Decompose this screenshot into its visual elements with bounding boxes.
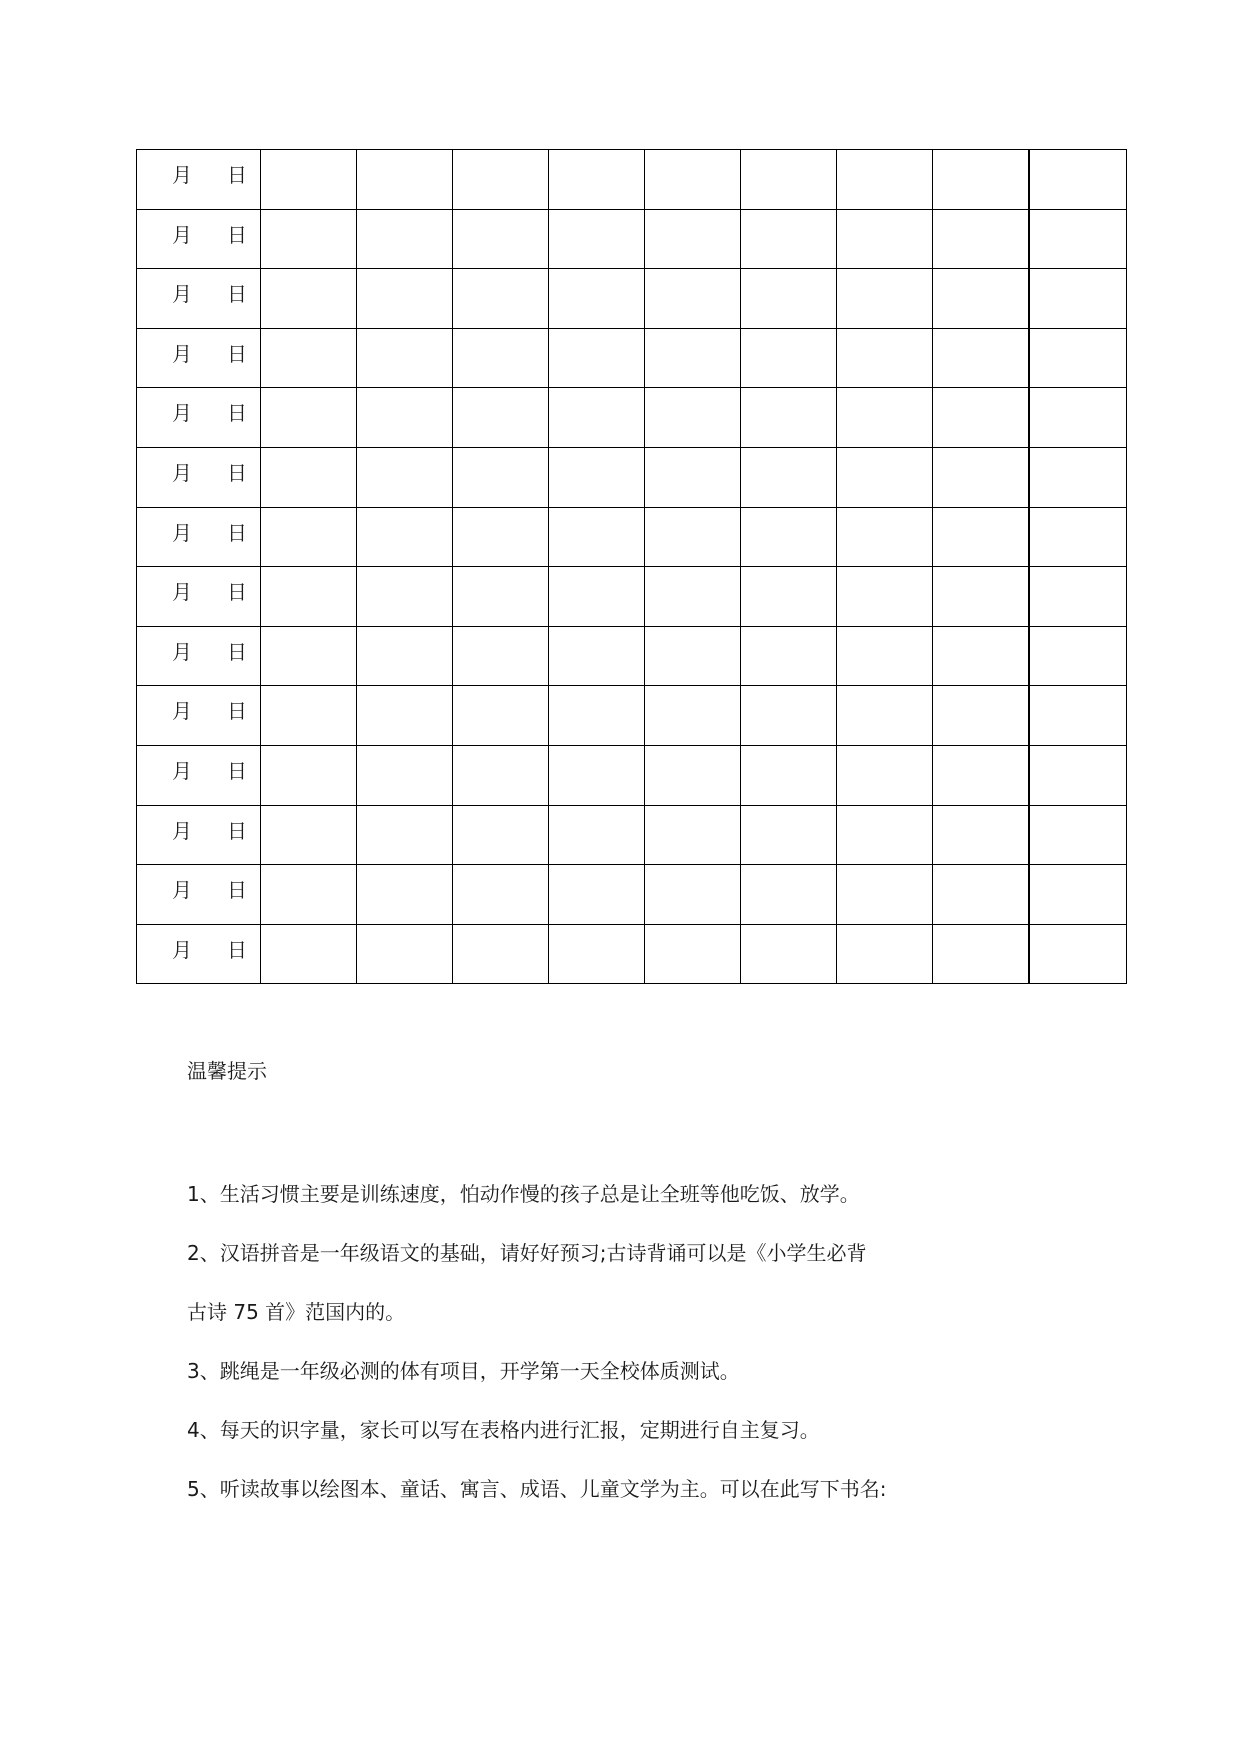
entry-cell[interactable] (741, 269, 837, 329)
entry-cell[interactable] (837, 626, 933, 686)
entry-cell[interactable] (645, 388, 741, 448)
entry-cell[interactable] (1029, 686, 1127, 746)
entry-cell[interactable] (549, 209, 645, 269)
entry-cell[interactable] (645, 507, 741, 567)
entry-cell[interactable] (357, 269, 453, 329)
date-cell (137, 150, 261, 210)
entry-cell[interactable] (933, 865, 1029, 925)
day-label: 日 (227, 878, 247, 903)
entry-cell[interactable] (837, 388, 933, 448)
entry-cell[interactable] (549, 865, 645, 925)
entry-cell[interactable] (453, 924, 549, 984)
entry-cell[interactable] (837, 328, 933, 388)
entry-cell[interactable] (837, 745, 933, 805)
month-label: 月 (172, 222, 192, 247)
entry-cell[interactable] (837, 269, 933, 329)
entry-cell[interactable] (1029, 865, 1127, 925)
entry-cell[interactable] (645, 686, 741, 746)
entry-cell[interactable] (357, 626, 453, 686)
date-cell (137, 447, 261, 507)
entry-cell[interactable] (261, 388, 357, 448)
entry-cell[interactable] (453, 150, 549, 210)
entry-cell[interactable] (741, 626, 837, 686)
entry-cell[interactable] (549, 686, 645, 746)
tip-line: 4、每天的识字量，家长可以写在表格内进行汇报，定期进行自主复习。 (187, 1418, 820, 1442)
entry-cell[interactable] (549, 805, 645, 865)
entry-cell[interactable] (933, 447, 1029, 507)
entry-cell[interactable] (453, 686, 549, 746)
entry-cell[interactable] (741, 447, 837, 507)
entry-cell[interactable] (453, 745, 549, 805)
date-cell (137, 269, 261, 329)
entry-cell[interactable] (453, 567, 549, 627)
record-row (137, 626, 1127, 686)
entry-cell[interactable] (933, 805, 1029, 865)
tip-line: 2、汉语拼音是一年级语文的基础，请好好预习;古诗背诵可以是《小学生必背 (187, 1241, 867, 1265)
entry-cell[interactable] (741, 209, 837, 269)
entry-cell[interactable] (837, 507, 933, 567)
entry-cell[interactable] (741, 567, 837, 627)
month-label: 月 (172, 520, 192, 545)
entry-cell[interactable] (741, 865, 837, 925)
entry-cell[interactable] (741, 388, 837, 448)
entry-cell[interactable] (357, 447, 453, 507)
month-label: 月 (172, 878, 192, 903)
entry-cell[interactable] (1029, 507, 1127, 567)
entry-cell[interactable] (1029, 745, 1127, 805)
entry-cell[interactable] (549, 328, 645, 388)
entry-cell[interactable] (741, 686, 837, 746)
entry-cell[interactable] (453, 447, 549, 507)
day-label: 日 (227, 937, 247, 962)
entry-cell[interactable] (549, 447, 645, 507)
entry-cell[interactable] (261, 447, 357, 507)
record-row (137, 567, 1127, 627)
month-label: 月 (172, 580, 192, 605)
daily-record-table (136, 149, 1127, 984)
entry-cell[interactable] (741, 328, 837, 388)
entry-cell[interactable] (645, 328, 741, 388)
entry-cell[interactable] (933, 745, 1029, 805)
entry-cell[interactable] (549, 626, 645, 686)
day-label: 日 (227, 163, 247, 187)
entry-cell[interactable] (645, 924, 741, 984)
entry-cell[interactable] (837, 150, 933, 210)
entry-cell[interactable] (837, 805, 933, 865)
entry-cell[interactable] (1029, 269, 1127, 329)
entry-cell[interactable] (741, 805, 837, 865)
entry-cell[interactable] (837, 686, 933, 746)
tip-line: 3、跳绳是一年级必测的体有项目，开学第一天全校体质测试。 (187, 1359, 740, 1383)
entry-cell[interactable] (357, 686, 453, 746)
entry-cell[interactable] (645, 865, 741, 925)
day-label: 日 (227, 699, 247, 724)
entry-cell[interactable] (357, 328, 453, 388)
month-label: 月 (172, 282, 192, 307)
entry-cell[interactable] (741, 150, 837, 210)
entry-cell[interactable] (933, 269, 1029, 329)
tip-line: 古诗 75 首》范国内的。 (187, 1300, 406, 1324)
entry-cell[interactable] (261, 805, 357, 865)
day-label: 日 (227, 520, 247, 545)
month-label: 月 (172, 401, 192, 426)
entry-cell[interactable] (645, 805, 741, 865)
day-label: 日 (227, 222, 247, 247)
entry-cell[interactable] (549, 924, 645, 984)
entry-cell[interactable] (933, 924, 1029, 984)
entry-cell[interactable] (933, 507, 1029, 567)
month-label: 月 (172, 699, 192, 724)
day-label: 日 (227, 639, 247, 664)
entry-cell[interactable] (453, 328, 549, 388)
entry-cell[interactable] (453, 626, 549, 686)
record-row (137, 865, 1127, 925)
entry-cell[interactable] (549, 507, 645, 567)
date-cell (137, 745, 261, 805)
entry-cell[interactable] (357, 150, 453, 210)
month-label: 月 (172, 818, 192, 843)
entry-cell[interactable] (357, 924, 453, 984)
tip-line: 1、生活习惯主要是训练速度，怕动作慢的孩子总是让全班等他吃饭、放学。 (187, 1182, 860, 1206)
entry-cell[interactable] (1029, 328, 1127, 388)
entry-cell[interactable] (453, 865, 549, 925)
entry-cell[interactable] (645, 209, 741, 269)
entry-cell[interactable] (933, 209, 1029, 269)
entry-cell[interactable] (261, 686, 357, 746)
month-label: 月 (172, 639, 192, 664)
entry-cell[interactable] (357, 209, 453, 269)
entry-cell[interactable] (261, 150, 357, 210)
entry-cell[interactable] (741, 745, 837, 805)
entry-cell[interactable] (933, 150, 1029, 210)
record-row (137, 924, 1127, 984)
day-label: 日 (227, 401, 247, 426)
day-label: 日 (227, 341, 247, 366)
entry-cell[interactable] (645, 447, 741, 507)
entry-cell[interactable] (741, 507, 837, 567)
entry-cell[interactable] (1029, 388, 1127, 448)
entry-cell[interactable] (645, 745, 741, 805)
day-label: 日 (227, 580, 247, 605)
entry-cell[interactable] (357, 567, 453, 627)
entry-cell[interactable] (1029, 150, 1127, 210)
record-row (137, 269, 1127, 329)
record-table-body (137, 150, 1127, 984)
entry-cell[interactable] (549, 567, 645, 627)
month-label: 月 (172, 460, 192, 485)
record-row (137, 150, 1127, 210)
tip-line: 5、听读故事以绘图本、童话、寓言、成语、儿童文学为主。可以在此写下书名: (187, 1477, 887, 1501)
entry-cell[interactable] (1029, 924, 1127, 984)
date-cell (137, 507, 261, 567)
day-label: 日 (227, 818, 247, 843)
record-row (137, 507, 1127, 567)
entry-cell[interactable] (1029, 805, 1127, 865)
tips-heading: 温馨提示 (187, 1059, 267, 1083)
entry-cell[interactable] (1029, 626, 1127, 686)
day-label: 日 (227, 758, 247, 783)
date-cell (137, 388, 261, 448)
entry-cell[interactable] (645, 567, 741, 627)
entry-cell[interactable] (741, 924, 837, 984)
entry-cell[interactable] (261, 507, 357, 567)
entry-cell[interactable] (1029, 209, 1127, 269)
record-row (137, 686, 1127, 746)
entry-cell[interactable] (933, 686, 1029, 746)
entry-cell[interactable] (933, 388, 1029, 448)
entry-cell[interactable] (261, 745, 357, 805)
entry-cell[interactable] (261, 269, 357, 329)
date-cell (137, 328, 261, 388)
entry-cell[interactable] (933, 567, 1029, 627)
record-row (137, 447, 1127, 507)
day-label: 日 (227, 460, 247, 485)
record-row (137, 328, 1127, 388)
month-label: 月 (172, 163, 192, 187)
record-row (137, 745, 1127, 805)
date-cell (137, 865, 261, 925)
entry-cell[interactable] (1029, 567, 1127, 627)
entry-cell[interactable] (357, 865, 453, 925)
entry-cell[interactable] (645, 269, 741, 329)
entry-cell[interactable] (261, 924, 357, 984)
entry-cell[interactable] (837, 865, 933, 925)
entry-cell[interactable] (261, 567, 357, 627)
entry-cell[interactable] (837, 447, 933, 507)
date-cell (137, 209, 261, 269)
entry-cell[interactable] (933, 328, 1029, 388)
entry-cell[interactable] (453, 209, 549, 269)
month-label: 月 (172, 341, 192, 366)
entry-cell[interactable] (261, 209, 357, 269)
month-label: 月 (172, 758, 192, 783)
entry-cell[interactable] (357, 805, 453, 865)
entry-cell[interactable] (837, 924, 933, 984)
date-cell (137, 686, 261, 746)
entry-cell[interactable] (549, 269, 645, 329)
entry-cell[interactable] (261, 626, 357, 686)
entry-cell[interactable] (837, 567, 933, 627)
entry-cell[interactable] (549, 745, 645, 805)
entry-cell[interactable] (357, 507, 453, 567)
date-cell (137, 567, 261, 627)
entry-cell[interactable] (453, 269, 549, 329)
entry-cell[interactable] (453, 507, 549, 567)
entry-cell[interactable] (1029, 447, 1127, 507)
date-cell (137, 626, 261, 686)
entry-cell[interactable] (549, 150, 645, 210)
entry-cell[interactable] (645, 626, 741, 686)
record-row (137, 209, 1127, 269)
entry-cell[interactable] (261, 865, 357, 925)
entry-cell[interactable] (645, 150, 741, 210)
entry-cell[interactable] (357, 388, 453, 448)
entry-cell[interactable] (453, 388, 549, 448)
date-cell (137, 805, 261, 865)
entry-cell[interactable] (549, 388, 645, 448)
record-row (137, 388, 1127, 448)
entry-cell[interactable] (453, 805, 549, 865)
day-label: 日 (227, 282, 247, 307)
entry-cell[interactable] (933, 626, 1029, 686)
date-cell (137, 924, 261, 984)
record-row (137, 805, 1127, 865)
entry-cell[interactable] (261, 328, 357, 388)
month-label: 月 (172, 937, 192, 962)
entry-cell[interactable] (357, 745, 453, 805)
entry-cell[interactable] (837, 209, 933, 269)
